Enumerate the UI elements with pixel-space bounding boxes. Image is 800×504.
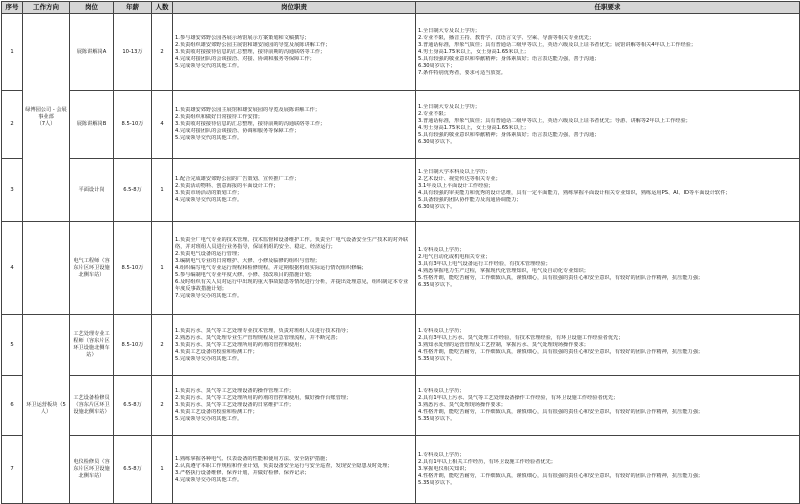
header-count: 人数 [152,2,173,14]
duty-line: 3.负责收对接接待信息的汇总整理，接待前期的沟通联络等工作； [175,48,326,55]
requirement-line: 5.具备较强的团队协作能力及沟通协调能力； [418,197,522,203]
duty-line: 2.负责组织和做好日常接待工作安排； [175,114,263,120]
duty-line: 1.配合完成雄安郊野公园的广告策划、宣传推广工作； [175,176,300,182]
table-row [2,91,800,159]
requirement-line: 4.具有较强的审美能力和优秀的设计思维，具有一定平面能力，熟练掌握平面设计相关专业知识，熟练运用PS、AI、ID等平面设计软件； [418,190,731,196]
requirement-line: 6.30周岁以下； [418,62,456,69]
salary: 8.5-10万 [114,91,152,159]
table-row [2,159,800,222]
salary: 8.5-10万 [114,315,152,376]
duty-line: 1.负责全厂电气专业的技术管理、技术监督和设备维护工作。负责全厂电气设备安全生产技术的对外联络，并对班组人员进行业务指导，保证机组的安全、稳定、经济运行； [175,236,409,250]
row-number: 4 [2,222,23,315]
requirement-line: 2.艺术设计、视觉传达等相关专业； [418,176,501,182]
duties-cell [173,376,416,436]
work-direction: 环卫运营板块（5人） [26,402,66,415]
position: 展陈讲解岗A [70,14,114,91]
work-direction-cell [23,14,70,222]
duty-line: 3.负责污水、臭气等工艺处理设备的日常维护工作； [175,402,295,408]
requirement-line: 2.具有3年以上污水、臭气处理工作经验，有技术管理经验，有环卫设施工作经验者优先； [418,334,624,341]
duties-cell [173,91,416,159]
requirement-line: 5.35周岁以下。 [418,480,456,486]
duty-line: 2.负责电气设备的运行管理； [175,250,243,257]
header-row [2,2,800,14]
header-direction: 工作方向 [23,2,70,14]
requirement-line: 1.全日制大专及以上学历； [418,103,481,110]
requirement-line: 4.性格开朗，能吃苦耐劳，工作细致认真，谨慎细心，具有很强的责任心和安全意识，有较好的团队合作精神，抗压能力强； [418,473,704,479]
header-duties: 岗位职责 [173,2,416,14]
duty-line: 3.编制电气专业的日常维护、大修、小修及临修的组织与管理； [175,257,321,264]
requirement-line: 5.具有较强的敬业意识和奉献精神；身体素质好；语言表达能力强，善于沟通； [418,55,600,62]
table-row [2,376,800,436]
duty-line: 2.负责活动物料、创意海报的平面设计工作； [175,183,279,189]
requirement-line: 2.专业不限，播音主持、教育学、汉语言文学、空乘、导游等相关专业优先； [418,34,595,41]
position: 电气工程师（容东片区环卫设施北侧车站） [70,222,114,315]
duty-line: 4.完成领导交代的其他工作。 [175,197,243,203]
headcount: 2 [152,376,173,436]
requirement-line: 1.全日制大专及以上学历； [418,27,481,34]
header-requirements: 任职要求 [416,2,800,14]
headcount: 4 [152,91,173,159]
duties-cell [173,436,416,504]
position: 电仪检修员（容东片区环卫设施北侧车站） [70,436,114,504]
duty-line: 2.认真遵守本职工作规程和作业计划，负责设备安全运行与安全巡查，发现安全隐患及时处理； [175,462,393,469]
row-number: 1 [2,14,23,91]
work-direction-cell [23,315,70,504]
requirement-line: 1.专科及以上学历； [418,452,465,458]
requirement-line: 5.35周岁以下。 [418,355,456,362]
duties-cell [173,315,416,376]
position: 工艺设备检修员（容东片区环卫设施北侧车站） [70,376,114,436]
requirement-line: 3.掌握电仪相关知识； [418,466,470,472]
requirements-cell [416,376,800,436]
duty-line: 4.完成对接团队的会谈接洽、协调和服务等保障工作； [175,128,300,134]
requirement-line: 4.男士身高1.75米以上，女士身高1.65米以上； [418,124,530,131]
headcount: 1 [152,222,173,315]
requirements-cell [416,315,800,376]
requirement-line: 1.专科及以上学历； [418,327,465,334]
requirement-line: 1.专科及以上学历； [418,247,465,253]
duty-line: 4.负责工艺设备的校验和检测工作； [175,348,258,355]
row-number: 6 [2,376,23,436]
salary: 8.5-10万 [114,222,152,315]
duty-line: 2.负责污水、臭气等工艺处理所用的药剂的管控和使用，做好操作台账管理； [175,395,352,401]
header-salary: 年薪 [114,2,152,14]
requirement-line: 1.全日制大学本科及以上学历； [418,169,491,175]
duty-line: 3.负责污水、臭气等工艺处理所用的药剂的管控和使用； [175,341,305,348]
headcount: 2 [152,14,173,91]
requirements-cell [416,159,800,222]
duty-line: 1.负责雄安郊野公园主展馆和雄安展园的导览及展陈讲解工作； [175,107,321,113]
requirement-line: 1.专科及以上学历； [418,388,465,394]
duty-line: 7.完成领导交办的其他工作。 [175,292,243,299]
requirement-line: 5.具有较强的敬业意识和奉献精神；身体素质好；语言表达能力强，善于沟通； [418,131,600,138]
duty-line: 2.负责组织雄安郊野公园主展馆和雄安展园的导览及展陈讲解工作； [175,41,331,48]
position: 展陈讲解岗B [70,91,114,159]
table-row [2,436,800,504]
duty-line: 1.熟练掌握各种电气、仪表设备的性能和使用方法、安全防护措施； [175,455,331,462]
salary: 10-13万 [114,14,152,91]
duty-line: 3.负责市场活动的策划工作； [175,190,243,196]
salary: 6.5-8万 [114,436,152,504]
requirement-line: 6.30周岁以下。 [418,138,456,145]
header-no: 序号 [2,2,23,14]
requirement-line: 7.条件特别优秀者，要求可适当放宽。 [418,69,506,76]
requirement-line: 2.电气自动化或机电相关专业； [418,254,491,260]
requirement-line: 4.性格开朗，能吃苦耐劳，工作细致认真，谨慎细心，具有很强的责任心和安全意识，有较好的团队合作精神，抗压能力强； [418,409,704,415]
requirements-cell [416,91,800,159]
requirement-line: 5.性格开朗，能吃苦耐劳，工作细致认真，谨慎细心，具有很强的责任心和安全意识，有较好的团队合作精神，抗压能力强； [418,275,704,281]
duty-line: 4.完成对接团队的会谈接洽、对接、协调和服务等保障工作； [175,55,315,62]
requirement-line: 3.普通话标准，形象气质佳；具有普通话二级甲等以上，英语六级及以上证书者优先；导游、讲解等2年以上工作经验； [418,117,691,124]
row-number: 2 [2,91,23,159]
duty-line: 1.负责污水、臭气等工艺处理设备的操作管理工作； [175,388,295,394]
row-number: 5 [2,315,23,376]
requirement-line: 6.30周岁以下。 [418,204,456,210]
position: 平面设计岗 [70,159,114,222]
duty-line: 1.负责污水、臭气等工艺处理专业技术管理，负责对班组人员进行技术指导； [175,327,352,334]
duty-line: 5.参与编制电气专业年度大修、小修、技改项目的措施计划； [175,271,315,278]
table-row [2,14,800,91]
work-direction-cell [23,222,70,315]
duty-line: 5.完成领导交办的其他工作。 [175,416,243,422]
duties-cell [173,14,416,91]
salary: 6.5-8万 [114,376,152,436]
duty-line: 3.负责收对接接待信息的汇总整理，接待前期的沟通联络等工作； [175,121,326,127]
requirement-line: 3.熟知水处理的运营管理及工艺控制，掌握污水、臭气处理现场操作要求； [418,341,589,348]
requirement-line: 6.35周岁以下。 [418,282,456,288]
headcount: 1 [152,159,173,222]
work-direction: 绿博园公司 - 会展事业部 （7人） [25,107,67,127]
row-number: 3 [2,159,23,222]
job-table [1,1,800,504]
requirement-line: 3.1年及以上平面设计工作经验； [418,183,494,189]
duty-line: 4.负责工艺设备的校验和检测工作； [175,409,258,415]
duty-line: 5.完成领导交代的其他工作。 [175,62,243,69]
requirements-cell [416,14,800,91]
table-row [2,315,800,376]
headcount: 2 [152,315,173,376]
requirement-line: 2.专业不限； [418,110,449,117]
duty-line: 5.完成领导交代的其他工作。 [175,135,243,141]
duty-line: 4.完成领导交办的其他工作。 [175,476,243,483]
salary: 6.5-8万 [114,159,152,222]
requirements-cell [416,436,800,504]
requirement-line: 3.具有3年以上电气设备运行工作经验，有技术管理经验； [418,261,551,267]
duties-cell [173,159,416,222]
requirement-line: 3.普通话标准，形象气质佳；具有普通话二级甲等以上，英语六级及以上证书者优先；展馆讲解等相关4年以上工作经验； [418,41,697,48]
requirements-cell [416,222,800,315]
position: 工艺处理专业工程师（容东片区环卫设施北侧车站） [70,315,114,376]
table-row [2,222,800,315]
duty-line: 1.参与雄安郊野公园各展示场馆展示方案策划和文稿撰写； [175,34,310,41]
row-number: 7 [2,436,23,504]
duty-line: 6.及时组织有关人员对运行中出现的重大事故隐患等情况进行分析，并提出处理意见，组织制定本专业年度反事故措施计划； [175,278,409,292]
headcount: 1 [152,436,173,504]
requirement-line: 4.熟悉掌握电力生产过程，掌握现代化管理知识，电气及自动化专业知识； [418,268,589,274]
header-position: 岗位 [70,2,114,14]
requirement-line: 5.35周岁以下。 [418,416,456,422]
duties-cell [173,222,416,315]
requirement-line: 2.具有1年以上污水、臭气等工艺处理设备操作工作经验，有环卫设施工作经验者优先； [418,395,619,401]
duty-line: 3.严格执行设备维修、保养计划，并做好检修、保养记录； [175,469,310,476]
duty-line: 4.组织编写电气专业运行规程和检修规程，并定期根据机组实际运行情况组织修编； [175,264,367,271]
requirement-line: 2.具有1年以上相关工作经历，有环卫设施工作经验者优先； [418,459,556,465]
duty-line: 5.完成领导交办的其他工作。 [175,355,243,362]
requirement-line: 3.熟悉污水、臭气处理现场操作要求； [418,402,506,408]
requirement-line: 4.男士身高1.75米以上，女士身高1.65米以上； [418,48,530,55]
duty-line: 2.熟悉污水、臭气处理专业生产管理规程及应急管理流程，并不断完善； [175,334,341,341]
requirement-line: 4.性格开朗，能吃苦耐劳，工作细致认真，谨慎细心，具有很强的责任心和安全意识，有较好的团队合作精神，抗压能力强； [418,348,704,355]
